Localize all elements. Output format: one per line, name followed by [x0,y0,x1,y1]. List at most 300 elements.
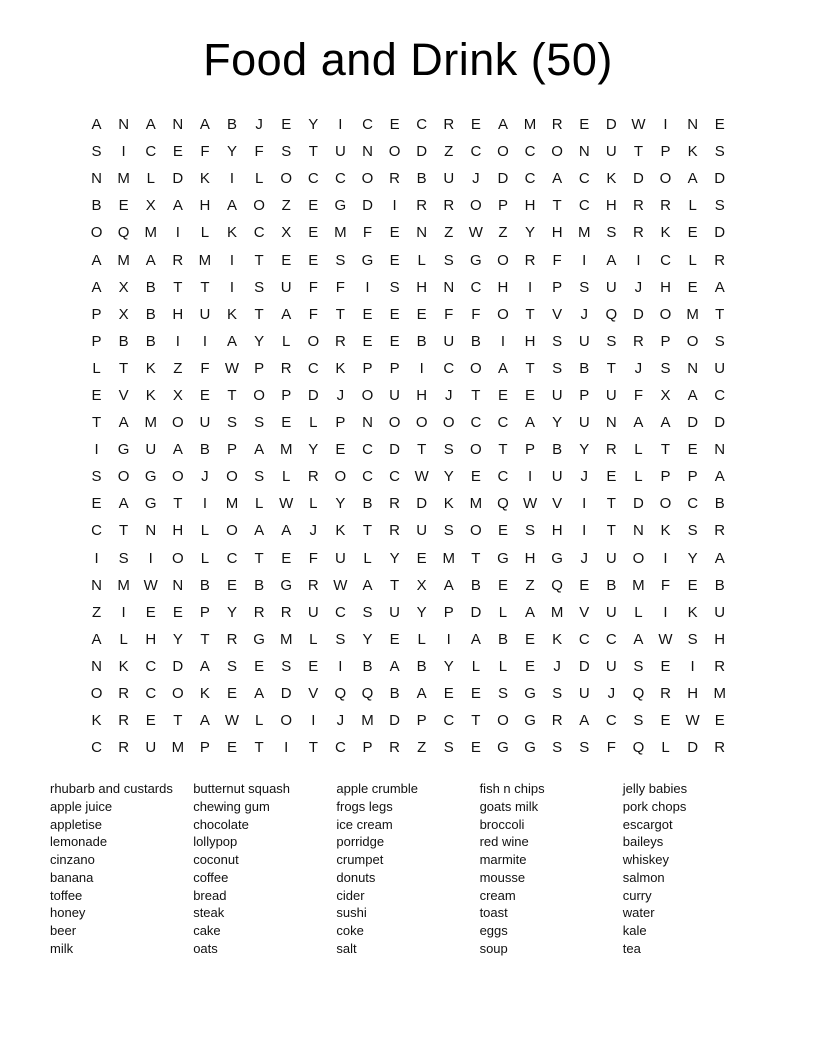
grid-letter: L [309,630,318,648]
grid-letter: I [94,441,99,459]
grid-letter: E [308,197,319,215]
grid-letter: B [497,630,508,648]
grid-letter: R [633,197,644,215]
grid-letter: F [633,386,643,404]
grid-letter: A [281,305,292,323]
grid-letter: P [199,603,210,621]
grid-letter: C [334,170,346,188]
grid-letter: I [121,603,126,621]
grid-letter: L [200,549,210,567]
grid-letter: L [119,630,128,648]
grid-letter: N [416,224,428,242]
grid-letter: G [524,712,536,730]
grid-letter: T [471,549,481,567]
grid-letter: V [308,685,319,703]
word-list-item: jelly babies [622,781,688,796]
grid-letter: O [253,386,265,404]
grid-letter: I [229,170,235,188]
grid-letter: U [199,414,211,432]
grid-letter: F [362,224,373,242]
grid-letter: J [201,468,209,486]
grid-letter: C [416,116,428,134]
grid-letter: O [686,332,699,350]
grid-letter: C [362,441,373,459]
grid-letter: C [307,359,319,377]
grid-letter: J [309,522,318,540]
grid-letter: C [470,278,482,296]
grid-letter: B [199,441,210,459]
grid-letter: U [416,522,428,540]
word-list-item: coffee [193,869,229,885]
word-list-column [336,780,479,958]
grid-letter: T [525,305,535,323]
grid-letter: S [633,712,644,730]
grid-letter: L [634,603,643,621]
grid-letter: V [579,603,590,621]
grid-letter: E [579,116,590,134]
grid-letter: T [362,522,373,540]
grid-letter: D [578,657,590,675]
grid-letter: H [605,197,617,215]
grid-letter: M [171,739,185,757]
grid-letter: R [605,441,617,459]
grid-letter: K [606,170,617,188]
word-list-item: chewing gum [193,798,270,814]
grid-letter: U [389,603,400,621]
grid-letter: L [417,630,426,648]
grid-letter: S [660,359,671,377]
grid-letter: R [307,468,319,486]
grid-letter: D [687,739,699,757]
grid-letter: Y [362,630,373,648]
grid-letter: I [121,143,126,161]
grid-letter: B [362,657,373,675]
grid-letter: Q [361,685,374,703]
grid-letter: N [172,116,184,134]
grid-letter: O [171,685,184,703]
grid-letter: A [281,522,292,540]
grid-letter: L [363,549,372,567]
grid-letter: W [658,630,673,648]
grid-letter: A [687,386,698,404]
grid-letter: D [633,495,644,513]
grid-letter: C [605,712,617,730]
grid-letter: Z [417,739,427,757]
grid-letter: I [311,712,316,730]
grid-letter: S [443,251,454,269]
grid-letter: Y [443,657,454,675]
grid-letter: I [229,278,235,296]
grid-letter: E [497,576,508,594]
grid-letter: A [254,441,265,459]
grid-letter: E [416,549,427,567]
grid-letter: S [579,278,590,296]
grid-letter: E [172,143,183,161]
word-list-item: coke [336,923,364,938]
grid-letter: B [606,576,617,594]
grid-letter: E [443,685,454,703]
grid-letter: E [389,251,400,269]
grid-letter: B [254,576,265,594]
grid-letter: E [91,495,102,513]
grid-letter: E [227,576,238,594]
grid-letter: A [199,116,210,134]
grid-letter: A [714,549,725,567]
grid-letter: E [145,712,156,730]
grid-letter: M [198,251,212,269]
word-list-item: apple crumble [336,781,419,796]
grid-letter: U [443,170,455,188]
grid-letter: G [497,549,509,567]
grid-letter: C [497,468,509,486]
grid-letter: E [470,116,481,134]
grid-letter: X [145,197,156,215]
grid-letter: B [714,495,725,513]
grid-letter: U [551,386,563,404]
grid-letter: R [389,170,400,188]
grid-letter: O [171,549,184,567]
grid-letter: E [389,630,400,648]
grid-letter: Q [497,495,509,513]
grid-letter: U [145,739,157,757]
grid-letter: A [579,712,590,730]
grid-letter: I [582,495,587,513]
grid-letter: S [714,143,725,161]
grid-letter: U [605,657,617,675]
grid-letter: G [144,495,157,513]
grid-letter: Z [525,576,535,594]
grid-letter: R [633,224,644,242]
grid-letter: Y [389,549,400,567]
grid-letter: B [416,332,427,350]
grid-letter: T [173,712,183,730]
grid-letter: K [660,522,671,540]
grid-letter: O [253,197,265,215]
grid-letter: C [307,170,319,188]
grid-letter: B [227,116,238,134]
grid-letter: U [605,278,617,296]
word-list-item: cinzano [50,852,95,867]
grid-letter: M [469,495,483,513]
grid-letter: P [362,359,373,377]
grid-letter: E [687,441,698,459]
grid-letter: E [281,251,292,269]
grid-letter: E [660,712,671,730]
grid-letter: D [389,712,400,730]
grid-letter: O [334,468,347,486]
grid-letter: K [335,359,346,377]
grid-letter: W [685,712,700,730]
grid-letter: H [660,278,671,296]
word-list-item: lollypop [193,834,238,850]
grid-letter: C [389,468,400,486]
grid-letter: A [172,441,183,459]
grid-letter: E [227,739,238,757]
grid-letter: Y [416,603,427,621]
grid-letter: O [659,305,672,323]
word-list-item: coconut [193,852,239,867]
grid-letter: A [416,685,427,703]
grid-letter: H [687,685,699,703]
grid-letter: O [226,522,238,540]
grid-letter: T [254,251,264,269]
word-list-item: baileys [622,834,664,850]
word-list-item: chocolate [193,816,249,832]
grid-letter: S [118,549,129,567]
grid-letter: C [334,739,346,757]
grid-letter: E [416,305,427,323]
word-list-item: milk [50,940,74,956]
grid-letter: O [497,305,509,323]
grid-letter: H [172,305,184,323]
grid-letter: S [254,468,265,486]
grid-letter: T [606,495,616,513]
grid-letter: T [633,143,643,161]
grid-letter: A [172,197,183,215]
grid-letter: E [199,386,210,404]
word-list-item: porridge [336,834,385,850]
grid-letter: U [605,386,617,404]
grid-letter: W [414,468,429,486]
grid-letter: S [552,359,563,377]
grid-letter: I [636,251,641,269]
grid-letter: K [91,712,102,730]
grid-letter: R [334,332,346,350]
grid-letter: H [551,224,563,242]
grid-letter: A [606,251,617,269]
grid-letter: J [445,386,453,404]
grid-letter: A [525,414,536,432]
grid-letter: G [253,630,265,648]
grid-letter: E [308,224,319,242]
grid-letter: E [687,224,698,242]
grid-letter: I [365,278,370,296]
grid-letter: E [714,712,725,730]
word-list-item: toast [479,905,508,921]
grid-letter: A [91,116,102,134]
grid-letter: B [91,197,102,215]
word-list-item: sushi [336,905,367,921]
grid-letter: H [416,278,428,296]
grid-letter: S [525,522,536,540]
word-list-item: water [622,905,655,921]
grid-letter: A [687,170,698,188]
grid-letter: E [281,414,292,432]
grid-letter: T [389,576,400,594]
grid-letter: E [497,386,508,404]
grid-letter: C [497,414,509,432]
grid-letter: T [308,739,318,757]
grid-letter: A [145,251,156,269]
grid-letter: N [605,414,617,432]
grid-letter: T [335,305,345,323]
grid-letter: O [470,522,482,540]
grid-letter: H [199,197,211,215]
grid-letter: T [606,359,616,377]
grid-letter: R [280,359,292,377]
grid-letter: P [416,712,427,730]
grid-letter: J [634,359,643,377]
grid-letter: N [91,657,102,675]
grid-letter: L [254,170,264,188]
grid-letter: D [416,143,428,161]
grid-letter: L [254,495,264,513]
word-list-item: oats [193,940,218,956]
grid-letter: T [471,712,481,730]
word-list-item: eggs [479,923,508,938]
grid-letter: A [145,116,156,134]
grid-letter: M [523,116,537,134]
grid-letter: Y [172,630,183,648]
grid-letter: S [227,414,238,432]
grid-letter: W [631,116,646,134]
grid-letter: E [308,657,319,675]
grid-letter: M [279,630,293,648]
grid-letter: W [333,576,348,594]
grid-letter: O [280,170,293,188]
grid-letter: H [524,332,536,350]
grid-letter: M [686,305,699,323]
grid-letter: Y [443,468,454,486]
grid-letter: U [578,685,590,703]
grid-letter: I [663,549,668,567]
grid-letter: O [117,468,130,486]
grid-letter: H [172,522,184,540]
grid-letter: E [687,278,698,296]
grid-letter: U [578,414,590,432]
grid-letter: C [578,197,590,215]
grid-letter: X [660,386,671,404]
grid-letter: F [200,359,210,377]
grid-letter: C [470,414,482,432]
grid-letter: T [715,305,725,323]
grid-letter: R [118,685,130,703]
grid-letter: K [199,170,210,188]
grid-letter: O [171,414,184,432]
grid-letter: S [714,332,725,350]
grid-letter: Q [605,305,618,323]
grid-letter: O [470,197,482,215]
grid-letter: U [605,143,617,161]
grid-letter: M [144,414,157,432]
grid-letter: T [254,305,264,323]
grid-letter: I [202,495,207,513]
grid-letter: L [661,739,670,757]
grid-letter: J [580,549,588,567]
grid-letter: R [660,685,671,703]
grid-letter: E [91,386,102,404]
grid-letter: S [687,522,698,540]
grid-letter: U [145,441,157,459]
grid-letter: G [144,468,157,486]
grid-letter: I [582,251,587,269]
grid-letter: M [442,549,456,567]
grid-letter: Y [227,143,238,161]
grid-letter: I [148,549,153,567]
word-list-column [480,780,623,958]
grid-letter: F [254,143,264,161]
grid-letter: K [145,386,156,404]
grid-letter: I [392,197,397,215]
grid-letter: C [362,468,373,486]
grid-letter: F [606,739,616,757]
grid-letter: D [714,224,726,242]
grid-letter: R [118,739,130,757]
grid-letter: E [579,576,590,594]
grid-letter: L [471,657,481,675]
grid-letter: J [553,657,561,675]
grid-letter: F [660,576,671,594]
word-list-item: lemonade [50,834,108,850]
word-list-item: red wine [479,834,529,850]
grid-letter: R [307,576,319,594]
grid-letter: N [172,576,184,594]
grid-letter: H [524,197,536,215]
grid-letter: L [200,522,210,540]
grid-letter: I [284,739,289,757]
grid-letter: O [659,170,672,188]
grid-letter: J [634,278,643,296]
grid-letter: L [200,224,210,242]
grid-letter: C [253,224,265,242]
word-list-item: marmite [479,852,527,867]
grid-letter: E [362,332,373,350]
grid-letter: P [227,441,238,459]
grid-letter: T [417,441,427,459]
grid-letter: K [335,522,346,540]
grid-letter: B [416,657,427,675]
grid-letter: F [308,305,318,323]
grid-letter: R [226,630,238,648]
grid-letter: N [578,143,590,161]
grid-letter: A [362,576,373,594]
grid-letter: P [552,278,563,296]
grid-letter: N [91,170,102,188]
grid-letter: C [578,170,590,188]
grid-letter: N [145,522,157,540]
grid-letter: X [172,386,183,404]
word-list-item: curry [622,887,652,903]
grid-letter: L [688,251,697,269]
grid-letter: E [389,224,400,242]
grid-letter: J [336,712,345,730]
word-list-item: donuts [336,869,376,885]
grid-letter: P [525,441,536,459]
grid-letter: Y [579,441,590,459]
grid-letter: T [498,441,508,459]
grid-letter: C [145,143,157,161]
grid-letter: B [145,332,156,350]
grid-letter: L [309,414,318,432]
grid-letter: D [280,685,292,703]
grid-letter: S [633,657,644,675]
grid-letter: G [524,685,536,703]
grid-letter: E [525,657,536,675]
grid-letter: F [308,549,318,567]
grid-letter: S [443,522,454,540]
grid-letter: I [446,630,451,648]
word-list-item: broccoli [479,816,525,832]
grid-letter: C [362,116,373,134]
grid-letter: I [527,468,533,486]
grid-letter: A [552,170,563,188]
grid-letter: P [497,197,508,215]
grid-letter: G [361,251,374,269]
grid-letter: U [551,468,563,486]
grid-letter: K [145,359,156,377]
word-list-item: crumpet [336,852,384,867]
word-list-column [193,780,336,958]
